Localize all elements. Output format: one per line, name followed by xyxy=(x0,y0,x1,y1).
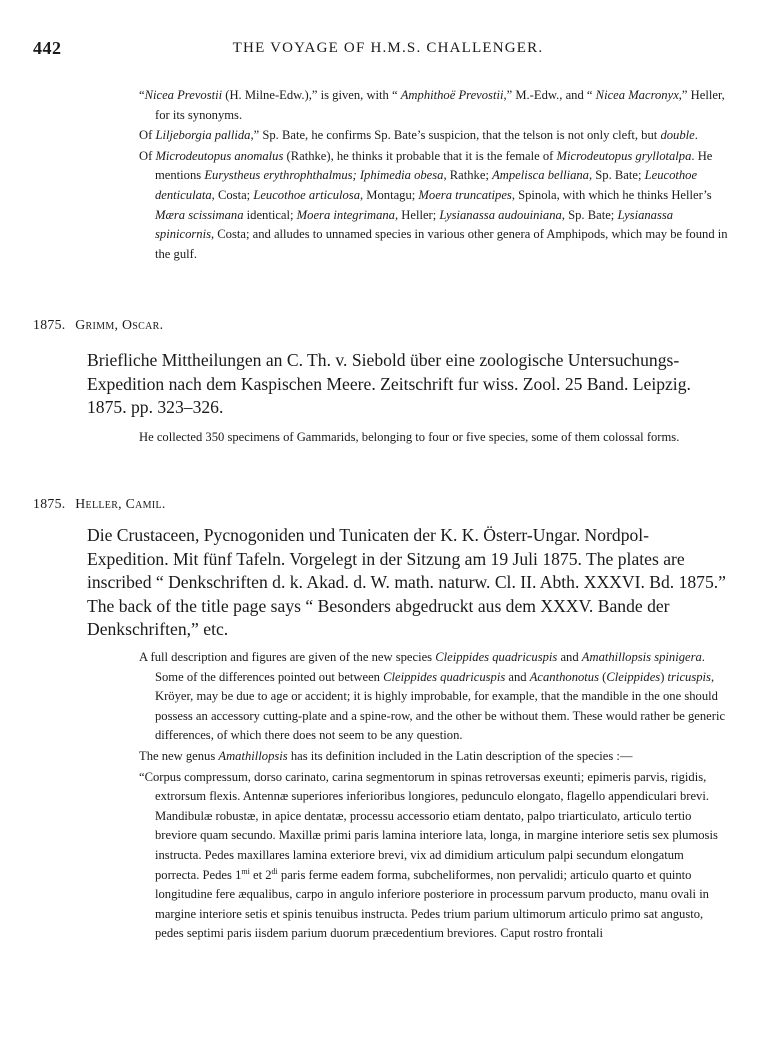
text-run: , Rathke; xyxy=(443,168,493,183)
text-run: (H. Milne-Edw.),” is given, with “ xyxy=(222,88,401,102)
italic-text: Eurystheus erythrophthalmus; Iphimedia obesa xyxy=(204,168,444,183)
entry-author: Grimm, Oscar. xyxy=(75,317,164,332)
text-run: “ xyxy=(139,88,145,102)
text-run: and xyxy=(557,650,582,664)
italic-text: Lysianassa spinicornis xyxy=(155,207,674,242)
text-run: He collected 350 specimens of Gammarids, belonging to four or five species, some of them colossal forms. xyxy=(139,430,680,444)
superscript: mi xyxy=(241,866,250,876)
page-header xyxy=(0,38,776,62)
entry-title-heller xyxy=(87,524,730,642)
text-run: (Rathke), he thinks it probable that it is the female of xyxy=(283,148,557,163)
entry-author: Heller, Camil. xyxy=(75,496,166,511)
text-run: , Kröyer, may be due to age or accident; it is highly improbable, for example, that the mandible in the one should possess an accessory cutting-plate and a spine-row, and the other be without them. These would rather be generic differences, of which there does not seem to be any question. xyxy=(155,669,726,743)
text-run: , Spinola, with which he thinks Heller’s xyxy=(511,187,712,202)
italic-text: Nicea Macronyx xyxy=(595,88,679,102)
italic-text: Moera truncatipes xyxy=(418,187,512,202)
note-nicea xyxy=(139,86,728,125)
entry-notes-heller xyxy=(139,648,728,944)
text-run: Of xyxy=(139,148,156,163)
italic-text: Amathillopsis xyxy=(218,748,288,763)
italic-text: Liljeborgia pallida xyxy=(155,128,251,143)
italic-text: Amathillopsis spinigera xyxy=(581,650,702,664)
italic-text: Ampelisca belliana xyxy=(492,168,589,183)
italic-text: Microdeutopus gryllotalpa xyxy=(556,148,692,163)
text-run: The new genus xyxy=(139,748,219,763)
text-run: , Montagu; xyxy=(360,187,419,202)
note-new-genus xyxy=(139,747,728,767)
text-run: , Sp. Bate; xyxy=(588,168,645,183)
text-run: , Costa; xyxy=(211,187,254,202)
italic-text: Lysianassa audouiniana xyxy=(439,207,562,222)
italic-text: Acanthonotus xyxy=(529,669,599,684)
italic-text: Cleippides quadricuspis xyxy=(435,650,558,664)
entry-title-text: Die Crustaceen, Pycnogoniden und Tunicaten der K. K. Österr-Ungar. Nordpol-Expedition. Mit fünf Tafeln. Vorgelegt in der Sitzung am 19 Juli 1875. The plates are inscribed “ Denkschriften d. k. Akad. d. W. math. naturw. Cl. II. Abth. XXXVI. Bd. 1875.” The back of the title page says “ Besonders abgedruckt aus dem XXXV. Bande der Denkschriften,” etc. xyxy=(87,525,726,639)
latin-description xyxy=(139,768,728,944)
note-full-description xyxy=(139,648,728,746)
italic-text: Moera integrimana xyxy=(296,207,395,222)
text-run: ( xyxy=(598,669,607,684)
italic-text: tricuspis xyxy=(667,669,711,684)
text-run: . Some of the differences pointed out between xyxy=(155,650,705,684)
text-run: and xyxy=(505,669,530,684)
italic-text: Cleippides quadricuspis xyxy=(383,669,506,684)
text-run: ,” M.-Edw., and “ xyxy=(503,88,596,102)
text-run: et 2 xyxy=(249,867,272,882)
running-title: THE VOYAGE OF H.M.S. CHALLENGER. xyxy=(232,40,544,56)
entry-heading-heller xyxy=(33,496,166,512)
italic-text: Amphithoë Prevostii xyxy=(400,88,504,102)
text-run: , Costa; and alludes to unnamed species in various other genera of Amphipods, which may be found in the gulf. xyxy=(155,227,728,261)
entry-notes-grimm xyxy=(139,428,728,448)
entry-title-text: Briefliche Mittheilungen an C. Th. v. Siebold über eine zoologische Untersuchungs-Expedition nach dem Kaspischen Meere. Zeitschrift fur wiss. Zool. 25 Band. Leipzig. 1875. pp. 323–326. xyxy=(87,350,691,417)
italic-text: Leucothoe articulosa xyxy=(253,187,360,202)
italic-text: Cleippides xyxy=(606,669,661,684)
superscript: di xyxy=(271,866,278,876)
note-microdeutopus xyxy=(139,147,728,265)
text-run: , Heller; xyxy=(394,207,440,222)
italic-text: Microdeutopus anomalus xyxy=(155,148,284,163)
note-liljeborgia xyxy=(139,126,728,146)
text-run: identical; xyxy=(243,207,297,222)
text-run: Of xyxy=(139,128,156,143)
italic-text: Leucothoe denticulata xyxy=(155,168,698,202)
italic-text: double xyxy=(660,128,695,143)
entry-title-grimm xyxy=(87,349,730,420)
text-run: , Sp. Bate; xyxy=(561,207,618,222)
page-number: 442 xyxy=(33,38,62,58)
text-run: paris ferme eadem forma, subcheliformes, non pervalidi; articulo quarto et quinto longitudine fere æqualibus, carpo in angulo inferiore posteriore in processum parvum producto, manu ovali in margine interiore setis et spinis tenuibus instructa. Pedes trium parium ultimorum articulo primo sat angusto, pedes septimi paris iisdem parium duorum præcedentium breviores. Caput rostro frontali xyxy=(155,867,709,941)
text-run: . He mentions xyxy=(155,148,713,183)
text-run: has its definition included in the Latin description of the species :— xyxy=(287,748,633,763)
text-run: A full description and figures are given of the new species xyxy=(139,650,436,664)
entry-heading-grimm xyxy=(33,317,163,333)
text-run: ,” Sp. Bate, he confirms Sp. Bate’s suspicion, that the telson is not only cleft, but xyxy=(250,128,661,143)
intro-notes xyxy=(139,86,728,264)
italic-text: Mæra scissimana xyxy=(155,207,244,222)
entry-year: 1875. xyxy=(33,317,66,332)
italic-text: Nicea Prevostii xyxy=(144,88,223,102)
note-gammarids xyxy=(139,428,728,448)
text-run: . xyxy=(694,128,698,143)
text-run: “Corpus compressum, dorso carinato, carina segmentorum in spinas retroversas exeunti; epimeris parvis, rigidis, extrorsum flexis. Antennæ superiores inferioribus longiores, pedunculo elongato, flagello appendiculari brevi. Mandibulæ robustæ, in apice dentatæ, processu accessorio etiam dentato, palpo triarticulato, articulo tertio breviore quam secundo. Maxillæ primi paris lamina interiore lata, longa, in margine interiore setis sex plumosis instructa. Pedes maxillares lamina exteriore brevi, vix ad dimidium articulum palpi secundum elongatum porrecta. Pedes 1 xyxy=(139,769,718,882)
text-run: ,” Heller, for its synonyms. xyxy=(155,88,725,122)
text-run: ) xyxy=(660,669,668,684)
entry-year: 1875. xyxy=(33,496,66,511)
